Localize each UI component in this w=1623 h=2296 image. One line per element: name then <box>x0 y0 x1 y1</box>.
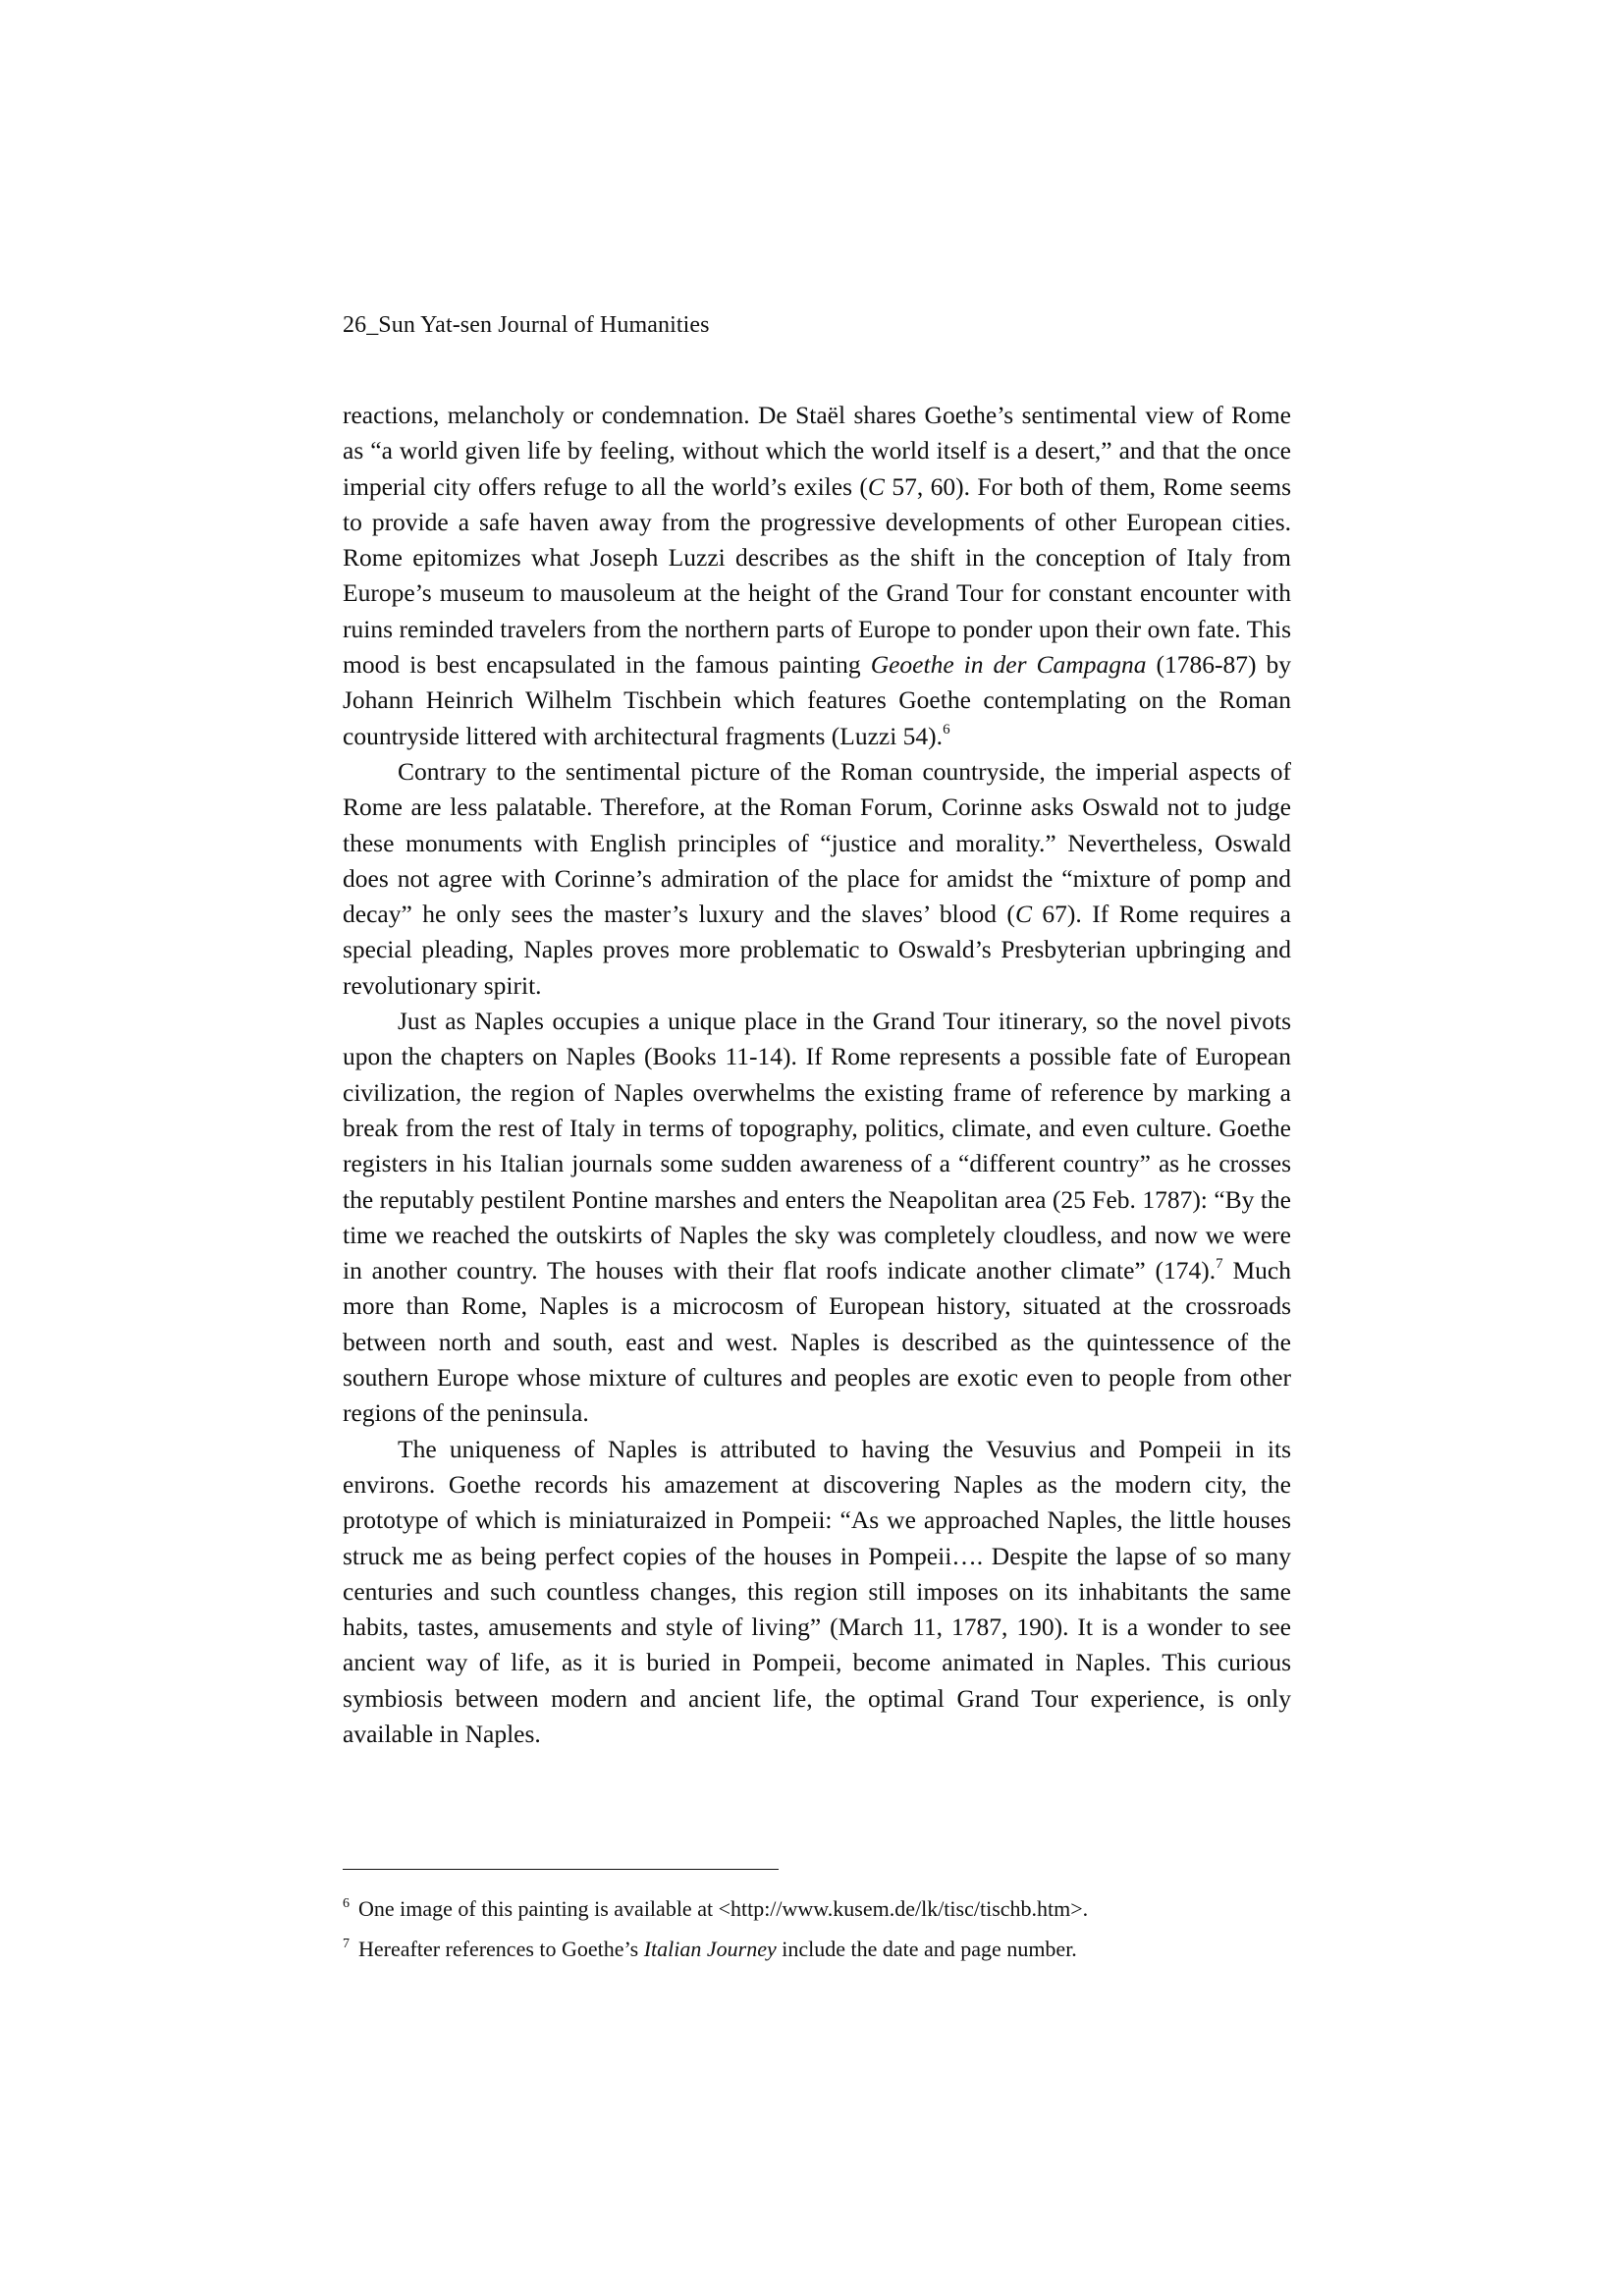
paragraph-4 <box>343 1432 1291 1753</box>
text-span: Much more than Rome, Naples is a microcosm of European history, situated at the crossroads between north and south, east and west. Naples is described as the quintessence of the southern Europe whose mixture of cultures and peoples are exotic even to people from other regions of the peninsula. <box>343 1256 1291 1428</box>
book-title: Italian Journey <box>643 1937 777 1961</box>
text-span: Just as Naples occupies a unique place in the Grand Tour itinerary, so the novel pivots upon the chapters on Naples (Books 11-14). If Rome represents a possible fate of European civilization, the region of Naples overwhelms the existing frame of reference by marking a break from the rest of Italy in terms of topography, politics, climate, and even culture. Goethe registers in his Italian journals some sudden awareness of a “different country” as he crosses the reputably pestilent Pontine marshes and enters the Neapolitan area (25 Feb. 1787): “By the time we reached the outskirts of Naples the sky was completely cloudless, and now we were in another country. The houses with their flat roofs indicate another climate” (174). <box>343 1007 1291 1285</box>
text-span: Contrary to the sentimental picture of the Roman countryside, the imperial aspects of Rome are less palatable. Therefore, at the Roman Forum, Corinne asks Oswald not to judge these monuments with English principles of “justice and morality.” Nevertheless, Oswald does not agree with Corinne’s admiration of the place for amidst the “mixture of pomp and decay” he only sees the master’s luxury and the slaves’ blood ( <box>343 756 1291 929</box>
footnote-divider <box>343 1869 779 1870</box>
footnote-text: Hereafter references to Goethe’s <box>358 1937 644 1961</box>
painting-title: Geoethe in der Campagna <box>870 650 1147 680</box>
footnote-number: 6 <box>343 1896 350 1911</box>
footnote-6 <box>343 1893 1291 1929</box>
text-span: The uniqueness of Naples is attributed to having the Vesuvius and Pompeii in its environs. Goethe records his amazement at discovering Naples as the modern city, the prototype of which is miniaturaized in Pompeii: “As we approached Naples, the little houses struck me as being perfect copies of the houses in Pompeii…. Despite the lapse of so many centuries and such countless changes, this region still imposes on its inhabitants the same habits, tastes, amusements and style of living” (March 11, 1787, 190). It is a wonder to see ancient way of life, as it is buried in Pompeii, become animated in Naples. This curious symbiosis between modern and ancient life, the optimal Grand Tour experience, is only available in Naples. <box>343 1434 1291 1748</box>
footnotes <box>343 1893 1291 1974</box>
text-span: (1786-87) by Johann Heinrich Wilhelm Tischbein which features Goethe contemplating on the Roman countryside littered with architectural fragments (Luzzi 54). <box>343 650 1291 750</box>
paragraph-3 <box>343 1004 1291 1432</box>
footnote-text: include the date and page number. <box>776 1937 1077 1961</box>
body-text <box>343 398 1291 1752</box>
footnote-number: 7 <box>343 1937 350 1951</box>
footnote-ref-6[interactable]: 6 <box>943 721 950 738</box>
paragraph-2 <box>343 754 1291 1004</box>
footnote-7 <box>343 1934 1291 1969</box>
text-span: 67). If Rome requires a special pleading, Naples proves more problematic to Oswald’s Presbyterian upbringing and revolutionary spirit. <box>343 900 1291 1000</box>
italic-citation: C <box>867 471 885 501</box>
footnote-ref-7[interactable]: 7 <box>1216 1256 1223 1273</box>
text-span: 57, 60). For both of them, Rome seems to provide a safe haven away from the progressive developments of other European cities. Rome epitomizes what Joseph Luzzi describes as the shift in the conception of Italy from Europe’s museum to mausoleum at the height of the Grand Tour for constant encounter with ruins reminded travelers from the northern parts of Europe to ponder upon their own fate. This mood is best encapsulated in the famous painting <box>343 471 1291 680</box>
paragraph-1 <box>343 398 1291 754</box>
text-span: reactions, melancholy or condemnation. De Staël shares Goethe’s sentimental view of Rome as “a world given life by feeling, without which the world itself is a desert,” and that the once imperial city offers refuge to all the world’s exiles ( <box>343 401 1291 501</box>
italic-citation: C <box>1014 900 1032 929</box>
footnote-text: One image of this painting is available at <http://www.kusem.de/lk/tisc/tischb.htm>. <box>358 1896 1089 1921</box>
running-header: 26_Sun Yat-sen Journal of Humanities <box>343 312 710 338</box>
